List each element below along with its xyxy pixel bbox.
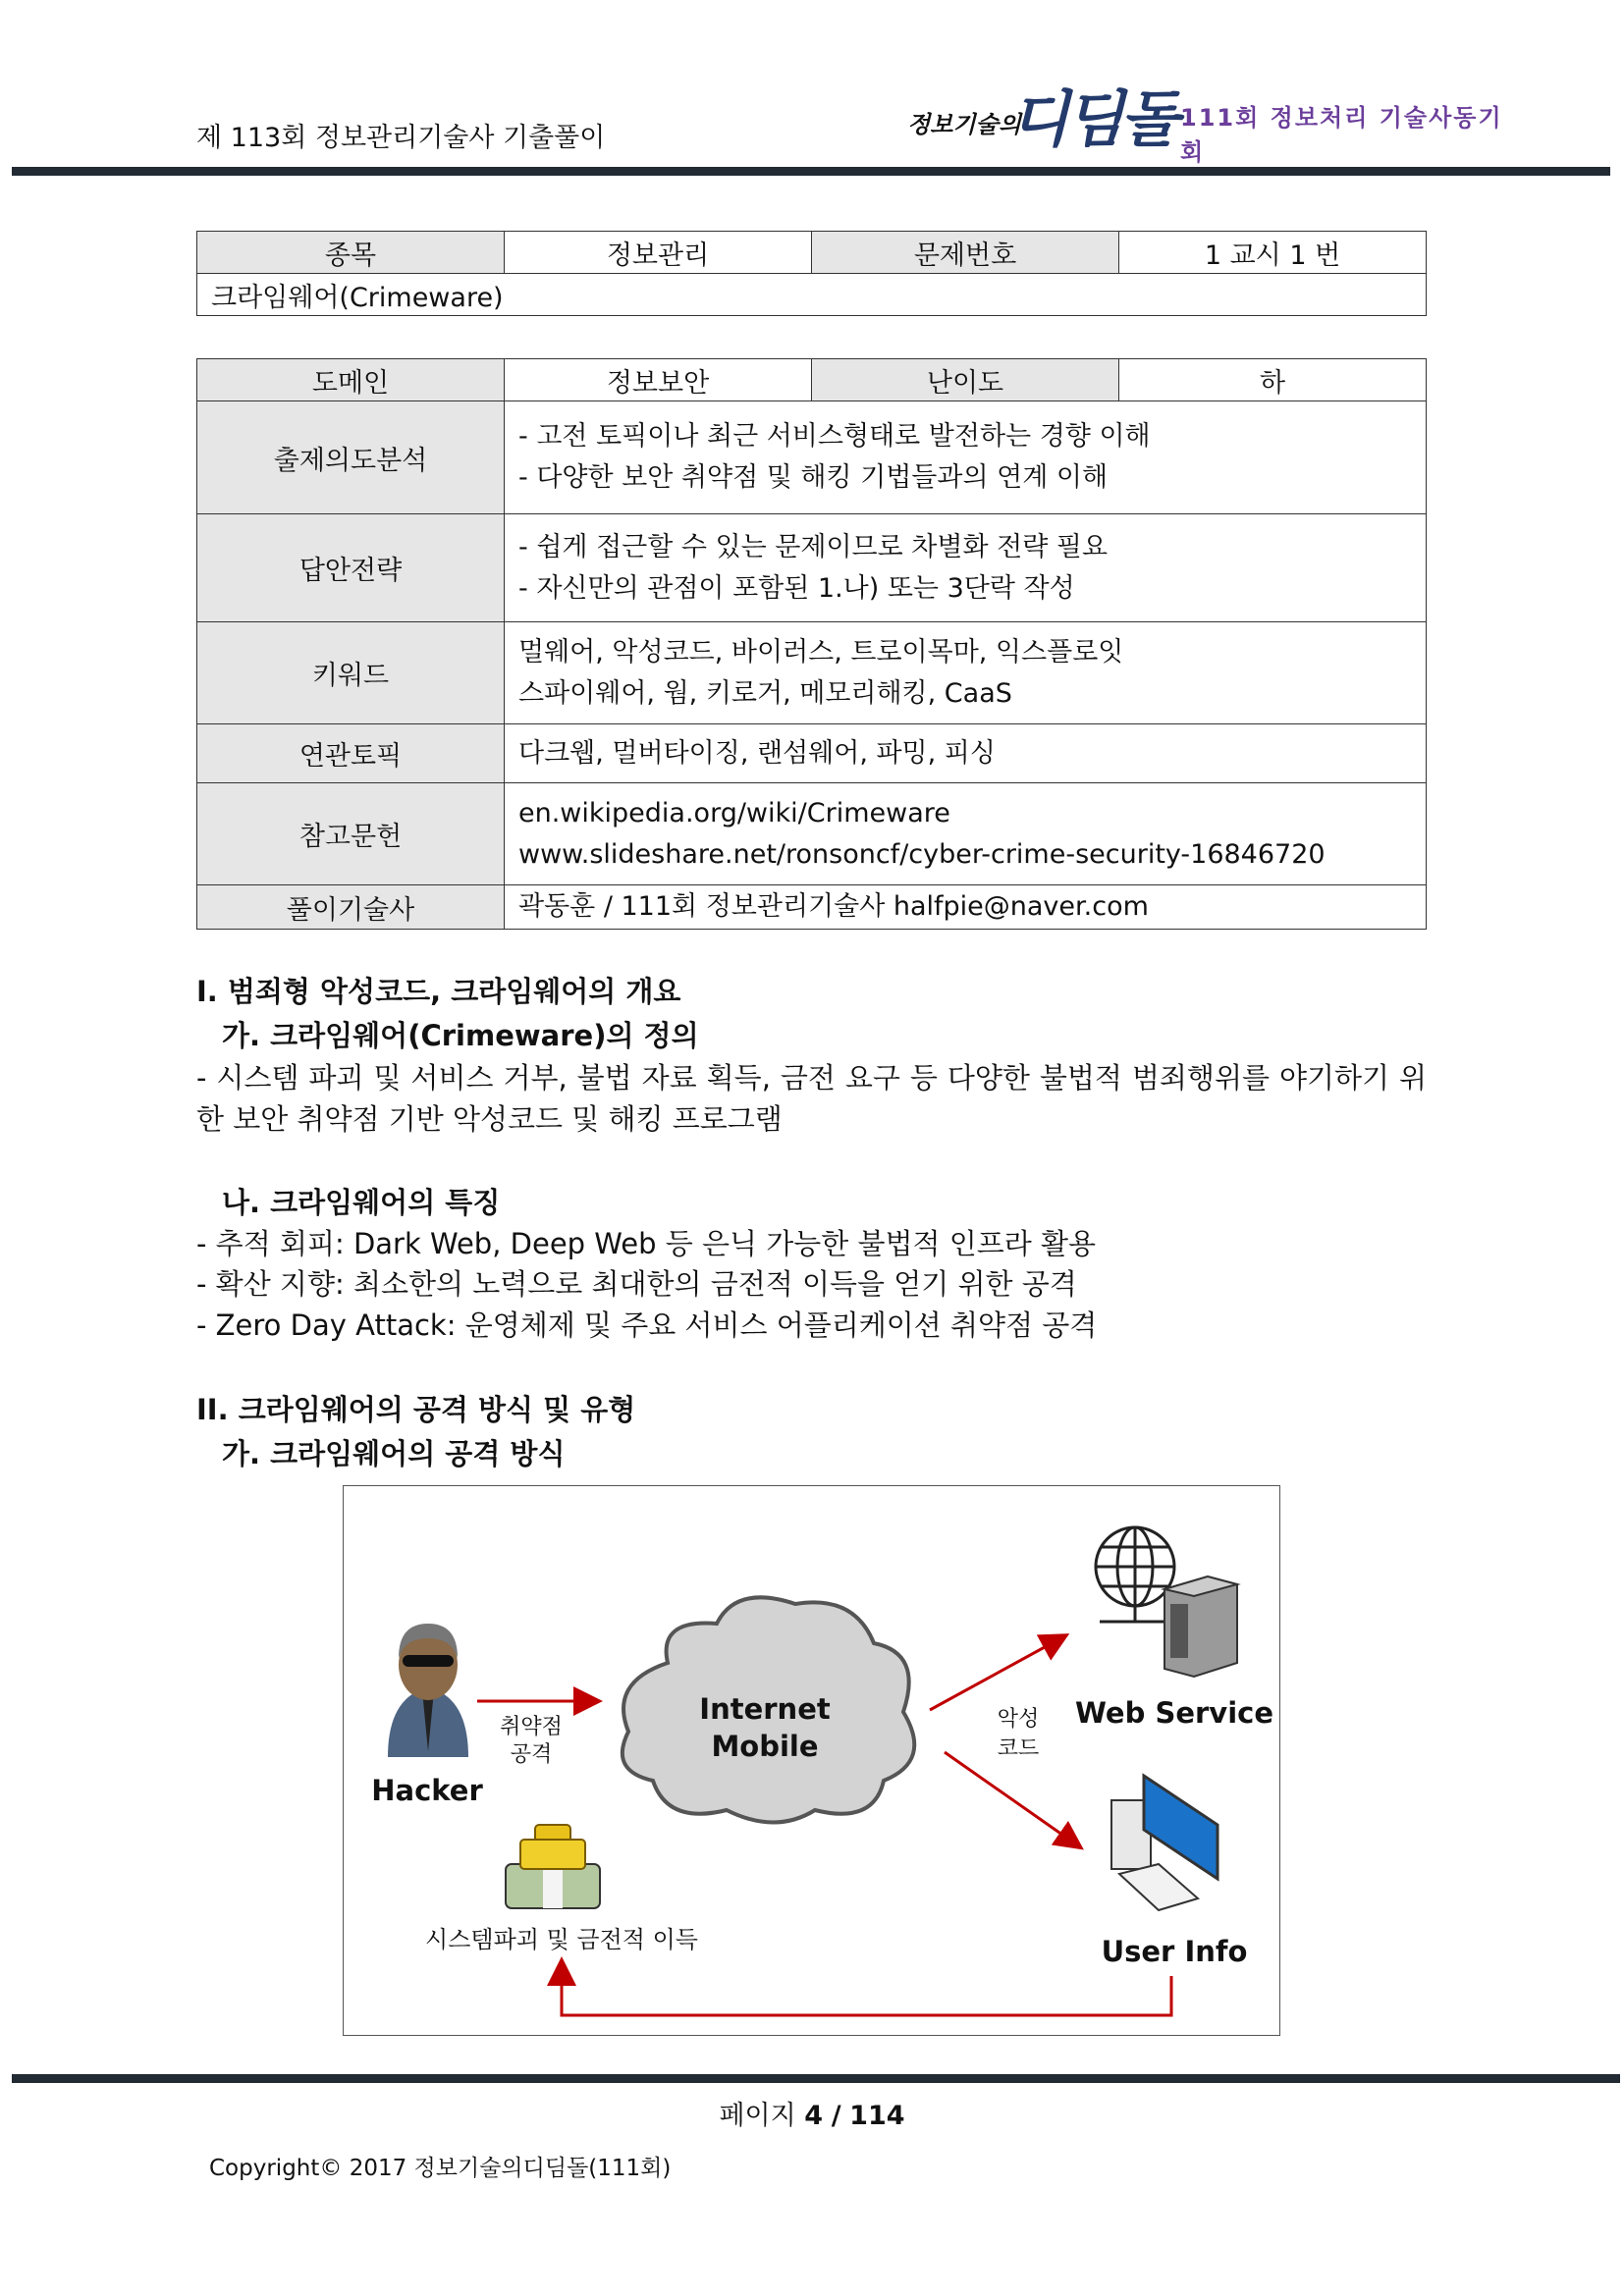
row-label: 답안전략 (197, 514, 505, 622)
category-label: 종목 (197, 232, 505, 274)
malware-arrow-user (945, 1752, 1079, 1846)
row-line: - 쉽게 접근할 수 있는 문제이므로 차별화 전략 필요 (518, 531, 1109, 562)
server-icon (1164, 1576, 1237, 1677)
difficulty-value: 하 (1119, 359, 1427, 401)
document-header-title: 제 113회 정보관리기술사 기출풀이 (196, 123, 606, 153)
page-separator: / (831, 2101, 841, 2131)
web-service-label: Web Service (1074, 1696, 1274, 1730)
logo-subtitle: 111회 정보처리 기술사동기회 (1180, 104, 1503, 166)
header-rule (12, 167, 1610, 176)
row-label: 풀이기술사 (197, 885, 505, 930)
globe-icon (1096, 1527, 1174, 1622)
attack-diagram (343, 1485, 1280, 2036)
reference-link: www.slideshare.net/ronsoncf/cyber-crime-security-16846720 (518, 838, 1326, 870)
feature-item: - 확산 지향: 최소한의 노력으로 최대한의 금전적 이득을 얻기 위한 공격 (196, 1267, 1077, 1301)
malware-label-2: 코드 (997, 1736, 1040, 1761)
row-line: - 고전 토픽이나 최근 서비스형태로 발전하는 경향 이해 (518, 421, 1151, 452)
page-prefix: 페이지 (719, 2101, 796, 2131)
page-total: 114 (849, 2101, 905, 2131)
feature-item: - Zero Day Attack: 운영체제 및 주요 서비스 어플리케이션 취약점 공격 (196, 1308, 1098, 1342)
difficulty-label: 난이도 (812, 359, 1119, 401)
computer-icon (1111, 1776, 1218, 1910)
question-label: 문제번호 (812, 232, 1119, 274)
detail-table (196, 358, 1427, 930)
money-icon (506, 1825, 600, 1908)
domain-label: 도메인 (197, 359, 505, 401)
table-row (197, 724, 1427, 783)
row-line: - 자신만의 관점이 포함된 1.나) 또는 3단락 작성 (518, 572, 1075, 604)
question-value: 1 교시 1 번 (1119, 232, 1427, 274)
row-label: 키워드 (197, 622, 505, 724)
hacker-icon (388, 1624, 468, 1757)
profit-arrow (562, 1962, 1171, 2015)
section-1a-heading: 가. 크라임웨어(Crimeware)의 정의 (222, 1019, 699, 1052)
cloud-label-mobile: Mobile (711, 1730, 819, 1763)
row-line: 스파이웨어, 웜, 키로거, 메모리해킹, CaaS (518, 677, 1012, 709)
malware-label-1: 악성 (997, 1707, 1040, 1732)
feature-item: - 추적 회피: Dark Web, Deep Web 등 은닉 가능한 불법적 인프라 활용 (196, 1227, 1097, 1260)
domain-value: 정보보안 (505, 359, 812, 401)
section-2-heading: II. 크라임웨어의 공격 방식 및 유형 (196, 1393, 636, 1426)
table-row (197, 622, 1427, 724)
section-1-heading: I. 범죄형 악성코드, 크라임웨어의 개요 (196, 975, 681, 1008)
table-row (197, 885, 1427, 930)
table-row (197, 514, 1427, 622)
section-2a-heading: 가. 크라임웨어의 공격 방식 (222, 1437, 566, 1470)
hacker-label: Hacker (371, 1774, 483, 1807)
row-label: 참고문헌 (197, 783, 505, 885)
reference-link: en.wikipedia.org/wiki/Crimeware (518, 797, 950, 828)
logo (907, 71, 1516, 164)
malware-arrow-web (930, 1636, 1064, 1710)
table-row (197, 401, 1427, 514)
copyright: Copyright© 2017 정보기술의디딤돌(111회) (209, 2156, 672, 2181)
attack-label-1: 취약점 (500, 1715, 563, 1739)
cloud-label-internet: Internet (699, 1692, 831, 1726)
row-line: 다크웹, 멀버타이징, 랜섬웨어, 파밍, 피싱 (518, 737, 996, 769)
logo-big-text: 디딤돌 (1010, 83, 1175, 155)
user-info-label: User Info (1101, 1935, 1248, 1968)
info-table (196, 231, 1427, 316)
footer-rule (12, 2074, 1620, 2083)
row-line: - 다양한 보안 취약점 및 해킹 기법들과의 연계 이해 (518, 462, 1109, 493)
category-value: 정보관리 (505, 232, 812, 274)
row-line: 곽동훈 / 111회 정보관리기술사 halfpie@naver.com (518, 891, 1149, 922)
topic-title: 크라임웨어(Crimeware) (197, 274, 1427, 316)
row-label: 연관토픽 (197, 724, 505, 783)
attack-label-2: 공격 (510, 1742, 553, 1767)
table-row (197, 783, 1427, 885)
section-1a-body: - 시스템 파괴 및 서비스 거부, 불법 자료 획득, 금전 요구 등 다양한 불법적 범죄행위를 야기하기 위한 보안 취약점 기반 악성코드 및 해킹 프로그램 (196, 1061, 1427, 1136)
page-current: 4 (804, 2101, 824, 2131)
section-1b-heading: 나. 크라임웨어의 특징 (222, 1186, 501, 1219)
logo-small-text: 정보기술의 (907, 111, 1021, 138)
page-number (0, 2094, 1624, 2132)
row-label: 출제의도분석 (197, 401, 505, 514)
profit-label: 시스템파괴 및 금전적 이득 (425, 1926, 698, 1953)
row-line: 멀웨어, 악성코드, 바이러스, 트로이목마, 익스플로잇 (518, 636, 1124, 667)
